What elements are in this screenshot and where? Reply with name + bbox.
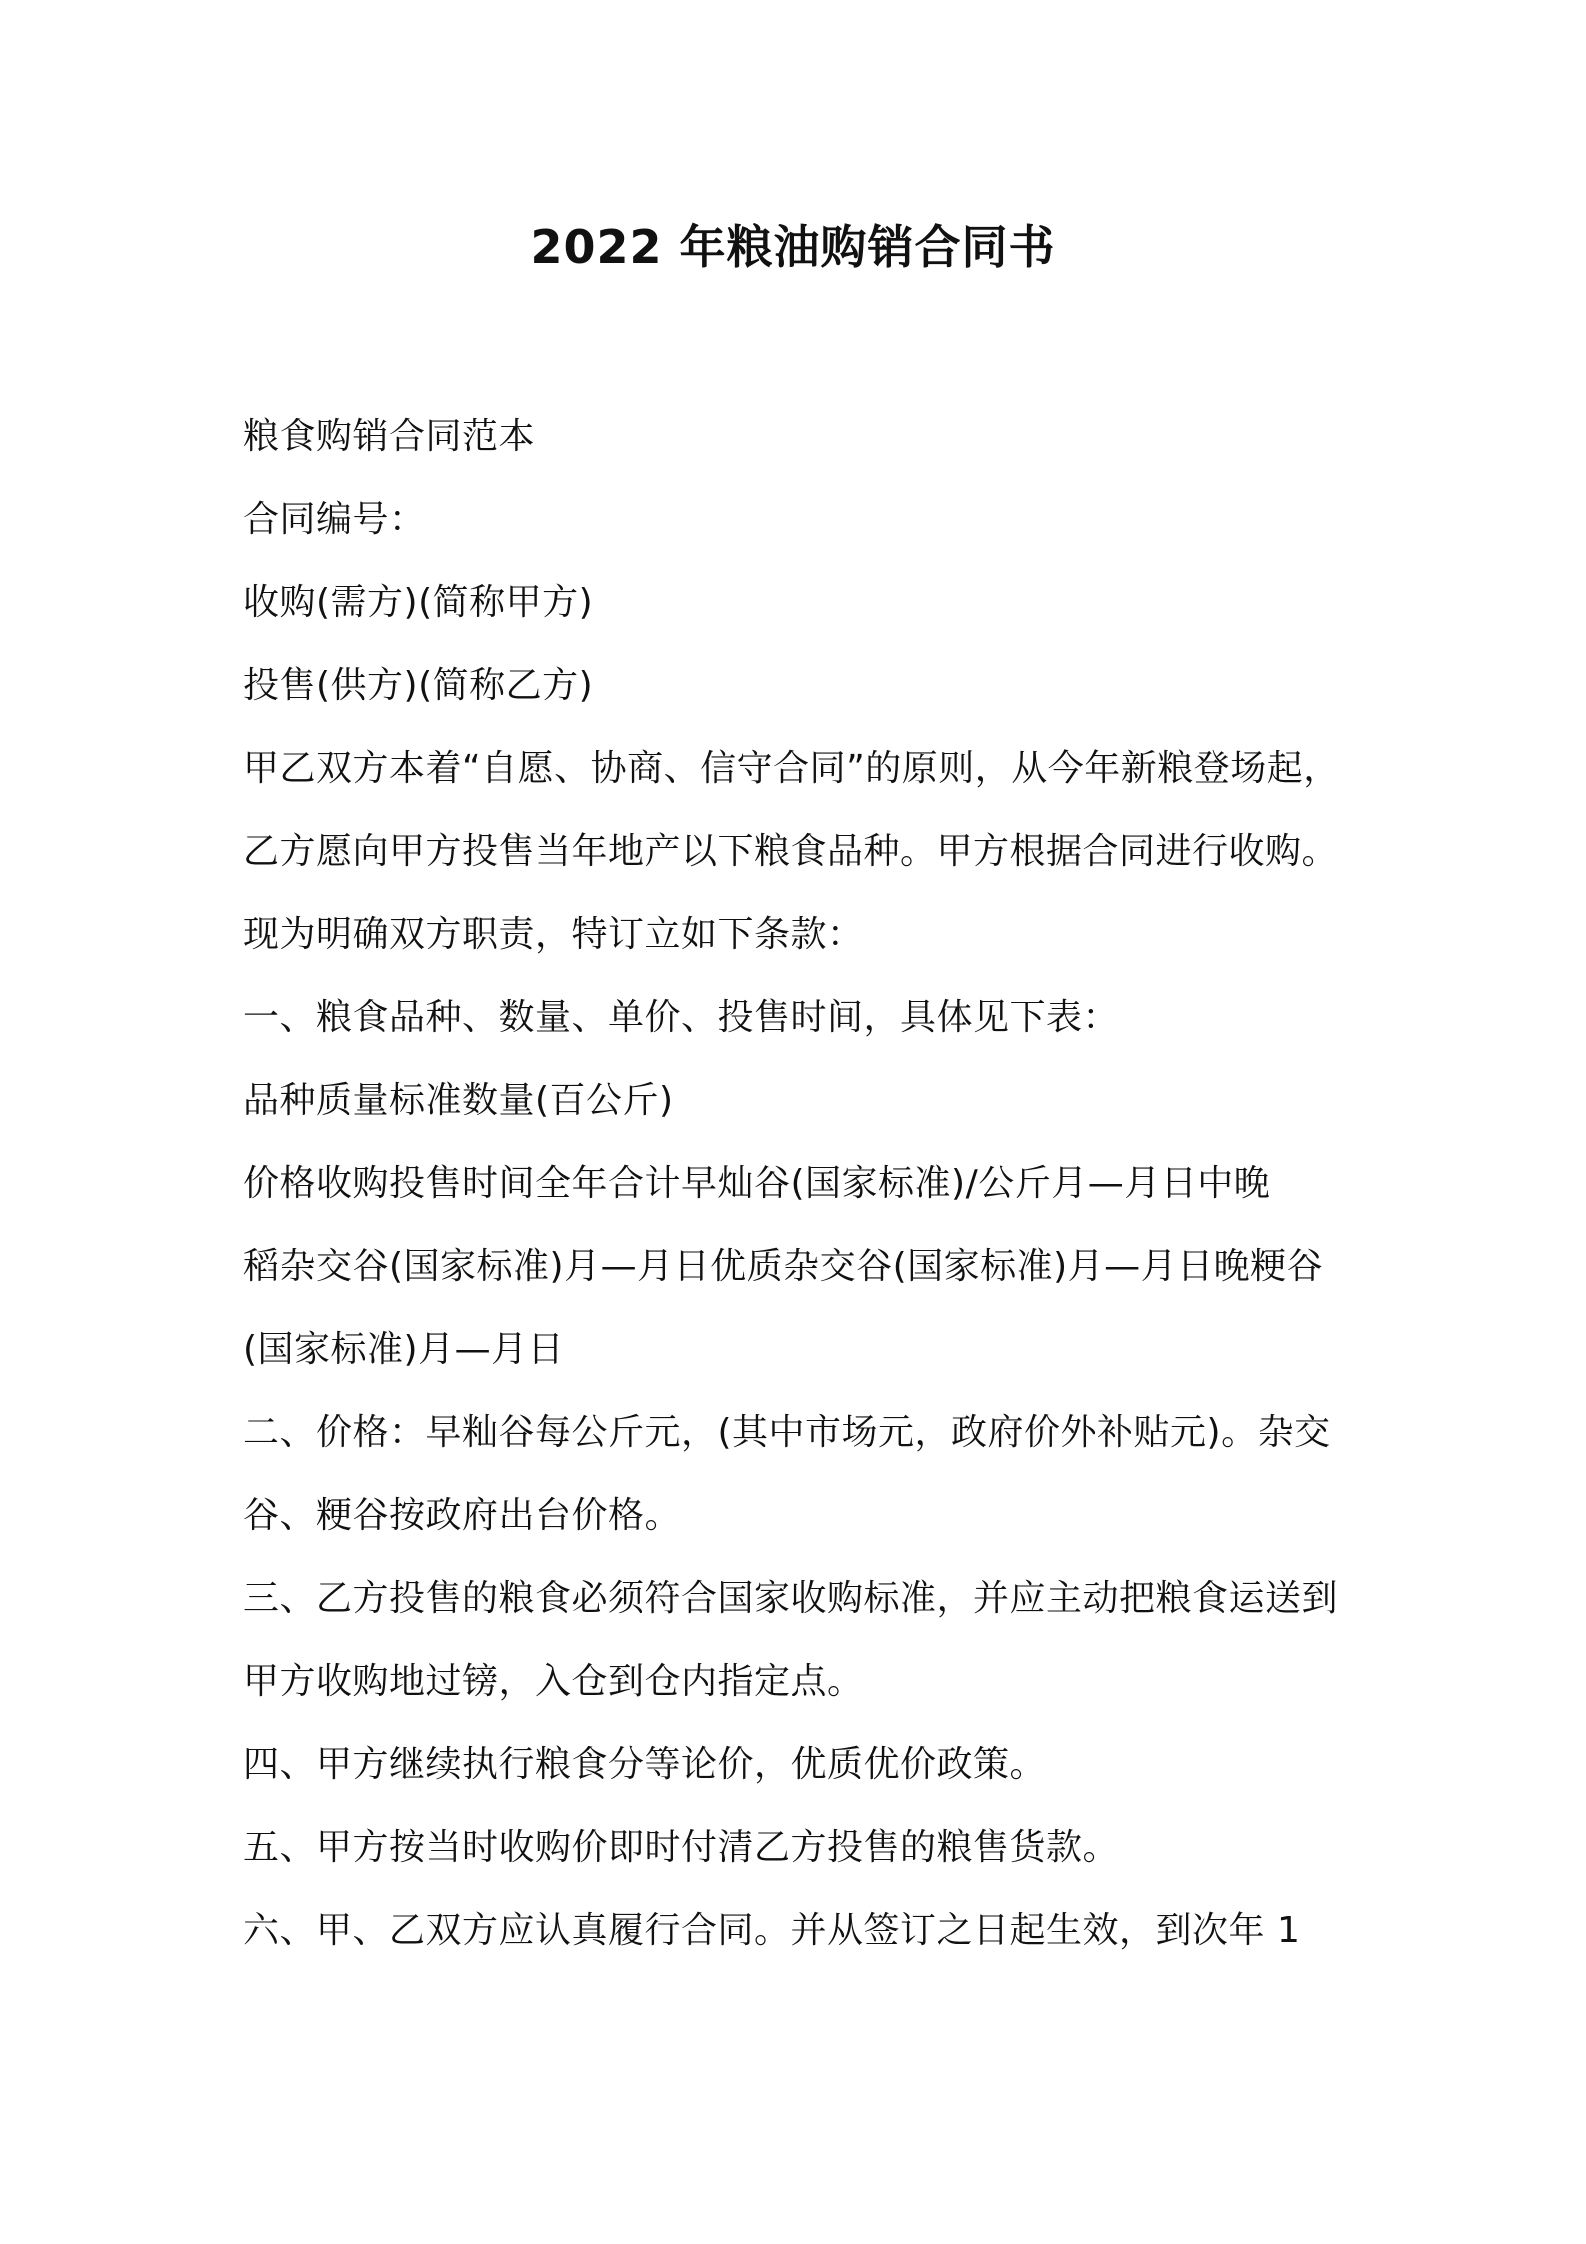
body-line: 现为明确双方职责，特订立如下条款： bbox=[243, 914, 864, 955]
document-body bbox=[243, 405, 1363, 1982]
body-line: 收购(需方)(简称甲方) bbox=[243, 582, 594, 623]
body-line: (国家标准)月—月日 bbox=[243, 1329, 565, 1370]
body-line: 谷、粳谷按政府出台价格。 bbox=[243, 1495, 682, 1536]
body-line: 价格收购投售时间全年合计早灿谷(国家标准)/公斤月—月日中晚 bbox=[243, 1163, 1271, 1204]
body-line: 六、甲、乙双方应认真履行合同。并从签订之日起生效，到次年 1 bbox=[243, 1910, 1301, 1951]
body-line: 合同编号： bbox=[243, 499, 426, 540]
body-line: 投售(供方)(简称乙方) bbox=[243, 665, 594, 706]
body-line: 一、粮食品种、数量、单价、投售时间，具体见下表： bbox=[243, 997, 1120, 1038]
body-line: 二、价格：早籼谷每公斤元，(其中市场元，政府价外补贴元)。杂交 bbox=[243, 1412, 1331, 1453]
body-line: 稻杂交谷(国家标准)月—月日优质杂交谷(国家标准)月—月日晚粳谷 bbox=[243, 1246, 1324, 1287]
body-line: 四、甲方继续执行粮食分等论价，优质优价政策。 bbox=[243, 1744, 1047, 1785]
body-line: 三、乙方投售的粮食必须符合国家收购标准，并应主动把粮食运送到 bbox=[243, 1578, 1339, 1619]
body-line: 乙方愿向甲方投售当年地产以下粮食品种。甲方根据合同进行收购。 bbox=[243, 831, 1339, 872]
body-line: 五、甲方按当时收购价即时付清乙方投售的粮售货款。 bbox=[243, 1827, 1120, 1868]
body-line: 品种质量标准数量(百公斤) bbox=[243, 1080, 674, 1121]
body-line: 粮食购销合同范本 bbox=[243, 416, 536, 457]
body-line: 甲方收购地过镑，入仓到仓内指定点。 bbox=[243, 1661, 864, 1702]
document-title: 2022 年粮油购销合同书 bbox=[530, 220, 1056, 274]
body-line: 甲乙双方本着“自愿、协商、信守合同”的原则，从今年新粮登场起， bbox=[243, 748, 1340, 789]
